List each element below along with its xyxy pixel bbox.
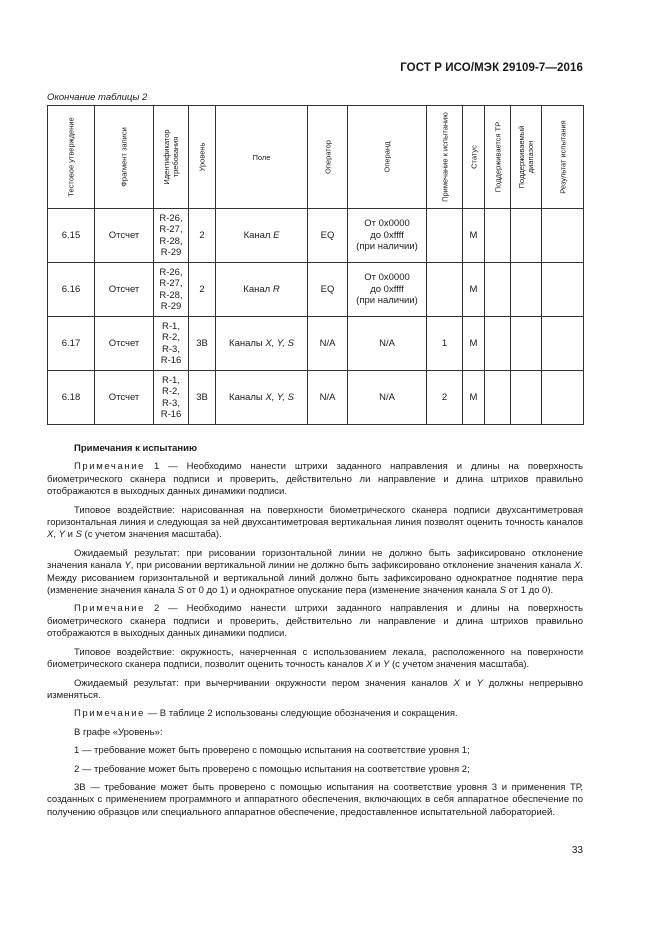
cell-operator: N/A (308, 371, 348, 425)
cell-supported-range (511, 209, 542, 263)
col-requirement-id: Идентификатор требования (154, 106, 189, 209)
cell-field: Каналы X, Y, S (216, 317, 308, 371)
cell-supported-range (511, 371, 542, 425)
col-field: Поле (216, 106, 308, 209)
note-1-result: Ожидаемый результат: при рисовании горизонтальной линии не должно быть зафиксировано отклонение значения канала Y, при рисовании вертикальной линии не должно быть зафиксировано отклонение значения канала X. Между рисованием горизонтальной и вертикальной линий должно быть зафиксировано однократное поднятие пера (изменение значения канала S от 0 до 1) и однократное опускание пера (изменение значения канала S от 1 до 0). (47, 547, 584, 597)
cell-fragment: Отсчет (95, 371, 154, 425)
note-1: Примечание 1 — Необходимо нанести штрихи заданного направления и длины на поверхность биометрического сканера подписи и проверить, действительно ли направление и длина штрихов правильно отображаются в выходных данных динамики подписи. (47, 461, 583, 498)
cell-requirement-id: R-26, R-27, R-28, R-29 (154, 263, 189, 317)
cell-test-note (427, 209, 463, 263)
levels-intro: В графе «Уровень»: (74, 726, 163, 738)
cell-supported-range (511, 317, 542, 371)
table-header-row (48, 106, 584, 209)
cell-operator: EQ (308, 209, 348, 263)
col-supported-range: Поддерживаемый диапазон (511, 106, 542, 209)
cell-status: M (463, 209, 485, 263)
note-3: Примечание — В таблице 2 использованы следующие обозначения и сокращения. (74, 708, 458, 720)
cell-supported-tr (485, 263, 511, 317)
level-1-definition: 1 — требование может быть проверено с помощью испытания на соответствие уровня 1; (74, 745, 470, 757)
cell-test-note: 2 (427, 371, 463, 425)
cell-fragment: Отсчет (95, 209, 154, 263)
cell-operator: EQ (308, 263, 348, 317)
cell-status: M (463, 317, 485, 371)
cell-test-result (542, 371, 584, 425)
cell-status: M (463, 371, 485, 425)
cell-fragment: Отсчет (95, 317, 154, 371)
col-operand: Операнд (348, 106, 427, 209)
table-row (48, 371, 584, 425)
col-status: Статус (463, 106, 485, 209)
cell-level: 3B (189, 371, 216, 425)
cell-assertion: 6.16 (48, 263, 95, 317)
cell-field: Канал R (216, 263, 308, 317)
table-caption: Окончание таблицы 2 (47, 92, 148, 103)
col-assertion: Тестовое утверждение (48, 106, 95, 209)
cell-assertion: 6.17 (48, 317, 95, 371)
standard-header: ГОСТ Р ИСО/МЭК 29109-7—2016 (400, 62, 583, 74)
cell-level: 3B (189, 317, 216, 371)
test-notes (47, 443, 583, 825)
col-fragment: Фрагмент записи (95, 106, 154, 209)
col-test-note: Примечание к испытанию (427, 106, 463, 209)
cell-test-note (427, 263, 463, 317)
cell-requirement-id: R-26, R-27, R-28, R-29 (154, 209, 189, 263)
cell-supported-tr (485, 371, 511, 425)
cell-field: Канал E (216, 209, 308, 263)
cell-requirement-id: R-1, R-2, R-3, R-16 (154, 371, 189, 425)
cell-status: M (463, 263, 485, 317)
cell-operator: N/A (308, 317, 348, 371)
cell-test-result (542, 263, 584, 317)
cell-operand: От 0x0000 до 0xffff (при наличии) (348, 209, 427, 263)
note-1-impact: Типовое воздействие: нарисованная на поверхности биометрического сканера подписи двухсантиметровая горизонтальная линия и следующая за ней двухсантиметровая вертикальная линия позволят оценить точность каналов X, Y и S (с учетом значения масштаба). (47, 504, 583, 541)
cell-assertion: 6.18 (48, 371, 95, 425)
cell-operand: N/A (348, 371, 427, 425)
table-row (48, 317, 584, 371)
cell-supported-tr (485, 209, 511, 263)
cell-operand: N/A (348, 317, 427, 371)
cell-level: 2 (189, 209, 216, 263)
cell-test-result (542, 209, 584, 263)
cell-operand: От 0x0000 до 0xffff (при наличии) (348, 263, 427, 317)
cell-level: 2 (189, 263, 216, 317)
notes-title: Примечания к испытанию (74, 443, 198, 454)
note-2-result: Ожидаемый результат: при вычерчивании окружности пером значения каналов X и Y должны непрерывно изменяться. (47, 677, 583, 701)
requirements-table (47, 105, 584, 425)
table-row (48, 209, 584, 263)
page-number: 33 (571, 845, 583, 856)
col-level: Уровень (189, 106, 216, 209)
cell-fragment: Отсчет (95, 263, 154, 317)
cell-test-note: 1 (427, 317, 463, 371)
level-2-definition: 2 — требование может быть проверено с помощью испытания на соответствие уровня 2; (74, 763, 470, 775)
col-test-result: Результат испытания (542, 106, 584, 209)
cell-test-result (542, 317, 584, 371)
cell-requirement-id: R-1, R-2, R-3, R-16 (154, 317, 189, 371)
level-3b-definition: 3B — требование может быть проверено с помощью испытания на соответствие уровня 3 и применения ТР, созданных с применением программного и аппаратного обеспечения, включающих в себя аппаратное обеспечение по получению образцов или специального аппаратное обеспечение, предоставленное испытательной лабораторией. (47, 781, 583, 818)
note-2: Примечание 2 — Необходимо нанести штрихи заданного направления и длины на поверхность биометрического сканера подписи и проверить, действительно ли направление и длина штрихов правильно отображаются в выходных данных динамики подписи. (47, 603, 583, 640)
col-supported-tr: Поддерживается ТР (485, 106, 511, 209)
note-2-impact: Типовое воздействие: окружность, начерченная с использованием лекала, расположенного на поверхности биометрического сканера подписи, позволит оценить точность каналов X и Y (с учетом значения масштаба). (47, 646, 583, 671)
cell-supported-range (511, 263, 542, 317)
col-operator: Оператор (308, 106, 348, 209)
cell-assertion: 6.15 (48, 209, 95, 263)
table-row (48, 263, 584, 317)
cell-supported-tr (485, 317, 511, 371)
cell-field: Каналы X, Y, S (216, 371, 308, 425)
